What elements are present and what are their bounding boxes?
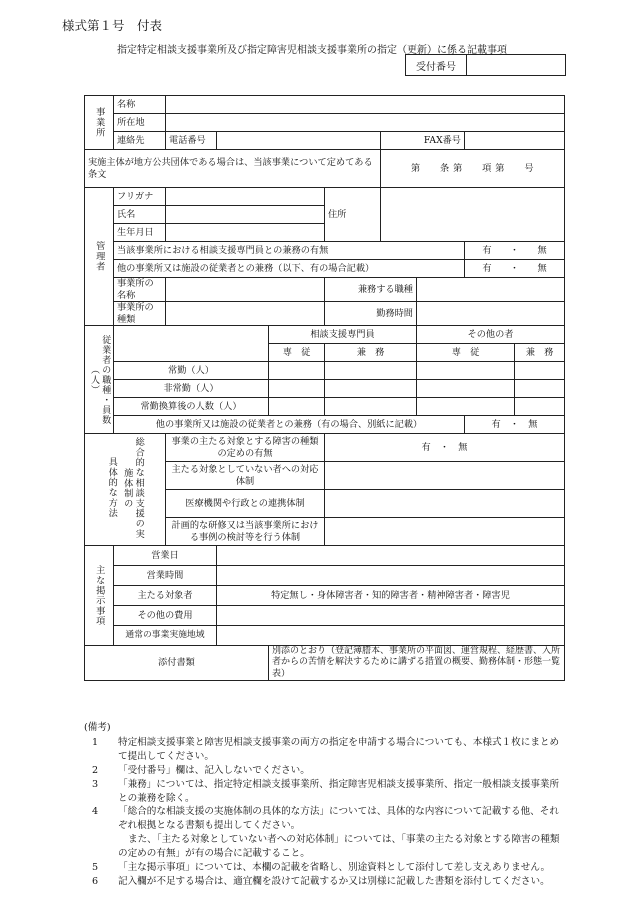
manager-section-label: 管理者 bbox=[85, 188, 114, 326]
office-name-label: 名称 bbox=[114, 96, 166, 114]
cell-parttime-other-part[interactable] bbox=[515, 380, 565, 398]
staff-section-label: 従業者の職種・員数（人） bbox=[85, 326, 114, 434]
cell-converted-other-part[interactable] bbox=[515, 398, 565, 416]
note-6-number: 6 bbox=[92, 875, 99, 887]
manager-furigana-field[interactable] bbox=[166, 188, 325, 206]
cell-converted-specialist-part[interactable] bbox=[325, 398, 417, 416]
manager-address-field[interactable] bbox=[381, 188, 565, 242]
office-phone-label: 電話番号 bbox=[166, 132, 217, 150]
system-row1-choice[interactable]: 有 ・ 無 bbox=[325, 434, 565, 462]
business-hours-field[interactable] bbox=[217, 566, 565, 586]
ordinance-article-field[interactable]: 第 条 第 項 第 号 bbox=[381, 150, 565, 188]
other-fees-label: その他の費用 bbox=[114, 606, 217, 626]
specialist-header: 相談支援専門員 bbox=[269, 326, 417, 344]
note-1 bbox=[84, 736, 568, 764]
staff-concurrent-choice[interactable]: 有 ・ 無 bbox=[465, 416, 565, 434]
cell-converted-specialist-full[interactable] bbox=[269, 398, 325, 416]
cell-parttime-specialist-part[interactable] bbox=[325, 380, 417, 398]
system-row2-label: 主たる対象としていない者への対応体制 bbox=[166, 462, 325, 490]
other-fees-field[interactable] bbox=[217, 606, 565, 626]
system-row4-label: 計画的な研修又は当該事業所における事例の検討等を行う体制 bbox=[166, 518, 325, 546]
manager-concurrent-specialist-label: 当該事業所における相談支援専門員との兼務の有無 bbox=[114, 242, 465, 260]
other-office-name-label: 事業所の名称 bbox=[114, 278, 166, 302]
work-hours-label: 勤務時間 bbox=[325, 302, 417, 326]
attachment-label: 添付書類 bbox=[85, 646, 269, 681]
other-office-type-label: 事業所の種類 bbox=[114, 302, 166, 326]
office-fax-field[interactable] bbox=[465, 132, 565, 150]
cell-fulltime-other-full[interactable] bbox=[417, 362, 515, 380]
row-parttime-label: 非常勤（人） bbox=[114, 380, 269, 398]
business-hours-label: 営業時間 bbox=[114, 566, 217, 586]
staff-concurrent-label: 他の事業所又は施設の従業者との兼務（有の場合、別紙に記載） bbox=[114, 416, 465, 434]
main-target-choices[interactable]: 特定無し・身体障害者・知的障害者・精神障害者・障害児 bbox=[217, 586, 565, 606]
cell-fulltime-specialist-part[interactable] bbox=[325, 362, 417, 380]
form-number: 様式第１号 付表 bbox=[62, 18, 163, 33]
concurrent-job-field[interactable] bbox=[417, 278, 565, 302]
other-office-name-field[interactable] bbox=[166, 278, 325, 302]
cell-parttime-other-full[interactable] bbox=[417, 380, 515, 398]
other-office-type-field[interactable] bbox=[166, 302, 325, 326]
receipt-number-label: 受付番号 bbox=[406, 55, 467, 76]
office-phone-field[interactable] bbox=[217, 132, 381, 150]
note-6 bbox=[84, 875, 568, 889]
note-5 bbox=[84, 861, 568, 875]
receipt-number-field[interactable] bbox=[467, 55, 566, 76]
manager-birth-field[interactable] bbox=[166, 224, 325, 242]
cell-fulltime-other-part[interactable] bbox=[515, 362, 565, 380]
note-1-text: 特定相談支援事業と障害児相談支援事業の両方の指定を申請する場合についても、本様式１枚にまとめて提出してください。 bbox=[118, 736, 560, 762]
other-staff-header: その他の者 bbox=[417, 326, 565, 344]
support-system-section-sublabel: 総合的な相談支援の実施体制の bbox=[121, 437, 145, 539]
specialist-fulltime-header: 専 従 bbox=[269, 344, 325, 362]
manager-address-label: 住所 bbox=[325, 188, 381, 242]
note-4-number: 4 bbox=[92, 806, 99, 818]
manager-concurrent-other-choice[interactable]: 有 ・ 無 bbox=[465, 260, 565, 278]
manager-furigana-label: フリガナ bbox=[114, 188, 166, 206]
manager-birth-label: 生年月日 bbox=[114, 224, 166, 242]
office-contact-label: 連絡先 bbox=[114, 132, 166, 150]
system-row3-label: 医療機関や行政との連携体制 bbox=[166, 490, 325, 518]
notes-section bbox=[84, 721, 568, 889]
attachment-description: 別添のとおり（登記簿謄本、事業所の平面図、運営規程、経歴書、入所者からの苦情を解決するために講ずる措置の概要、勤務体制・形態一覧表） bbox=[269, 646, 565, 681]
business-days-field[interactable] bbox=[217, 546, 565, 566]
note-4-text: 「総合的な相談支援の実施体制の具体的な方法」については、具体的な内容について記載する他、それぞれ根拠となる書類も提出してください。 bbox=[118, 806, 559, 832]
support-system-section bbox=[85, 434, 166, 546]
work-hours-field[interactable] bbox=[417, 302, 565, 326]
manager-name-label: 氏名 bbox=[114, 206, 166, 224]
service-area-field[interactable] bbox=[217, 626, 565, 646]
office-fax-label: FAX番号 bbox=[381, 132, 465, 150]
office-name-field[interactable] bbox=[166, 96, 565, 114]
system-row3-field[interactable] bbox=[325, 490, 565, 518]
row-converted-label: 常勤換算後の人数（人） bbox=[114, 398, 269, 416]
other-fulltime-header: 専 従 bbox=[417, 344, 515, 362]
note-5-text: 「主な掲示事項」については、本欄の記載を省略し、別途資料として添付して差し支えありません。 bbox=[118, 862, 551, 874]
manager-name-field[interactable] bbox=[166, 206, 325, 224]
application-form-table bbox=[84, 95, 565, 681]
note-6-text: 記入欄が不足する場合は、適宜欄を設けて記載するか又は別様に記載した書類を添付してください。 bbox=[118, 875, 550, 887]
note-3-text: 「兼務」については、指定特定相談支援事業所、指定障害児相談支援事業所、指定一般相談支援事業所との兼務を除く。 bbox=[118, 778, 560, 804]
note-2 bbox=[84, 764, 568, 778]
main-target-label: 主たる対象者 bbox=[114, 586, 217, 606]
row-fulltime-label: 常勤（人） bbox=[114, 362, 269, 380]
staff-header-blank bbox=[114, 326, 269, 362]
note-2-text: 「受付番号」欄は、記入しないでください。 bbox=[118, 764, 310, 776]
support-system-section-label: 具体的な方法 bbox=[106, 457, 118, 519]
cell-parttime-specialist-full[interactable] bbox=[269, 380, 325, 398]
note-3 bbox=[84, 778, 568, 806]
concurrent-job-label: 兼務する職種 bbox=[325, 278, 417, 302]
other-parttime-header: 兼 務 bbox=[515, 344, 565, 362]
manager-concurrent-other-label: 他の事業所又は施設の従業者との兼務（以下、有の場合記載） bbox=[114, 260, 465, 278]
note-5-number: 5 bbox=[92, 862, 99, 874]
note-4-continued-text: また、「主たる対象としていない者への対応体制」については、「事業の主たる対象とする障害の種類の定めの有無」が有の場合に記載すること。 bbox=[118, 834, 560, 860]
notes-heading: (備考) bbox=[84, 722, 111, 733]
system-row4-field[interactable] bbox=[325, 518, 565, 546]
office-address-field[interactable] bbox=[166, 114, 565, 132]
note-2-number: 2 bbox=[92, 764, 99, 776]
office-section-label: 事業所 bbox=[85, 96, 114, 150]
note-4 bbox=[84, 805, 568, 833]
system-row2-field[interactable] bbox=[325, 462, 565, 490]
note-1-number: 1 bbox=[92, 736, 99, 748]
manager-concurrent-specialist-choice[interactable]: 有 ・ 無 bbox=[465, 242, 565, 260]
note-3-number: 3 bbox=[92, 778, 99, 790]
notice-items-section-label: 主な掲示事項 bbox=[85, 546, 114, 646]
system-row1-label: 事業の主たる対象とする障害の種類の定めの有無 bbox=[166, 434, 325, 462]
specialist-parttime-header: 兼 務 bbox=[325, 344, 417, 362]
receipt-number-box bbox=[405, 54, 566, 76]
note-4-continued bbox=[84, 833, 568, 861]
cell-fulltime-specialist-full[interactable] bbox=[269, 362, 325, 380]
business-days-label: 営業日 bbox=[114, 546, 217, 566]
service-area-label: 通常の事業実施地域 bbox=[114, 626, 217, 646]
cell-converted-other-full[interactable] bbox=[417, 398, 515, 416]
ordinance-label: 実施主体が地方公共団体である場合は、当該事業について定めてある条文 bbox=[85, 150, 381, 188]
document-title: 指定特定相談支援事業所及び指定障害児相談支援事業所の指定（更新）に係る記載事項 bbox=[117, 45, 507, 56]
office-address-label: 所在地 bbox=[114, 114, 166, 132]
